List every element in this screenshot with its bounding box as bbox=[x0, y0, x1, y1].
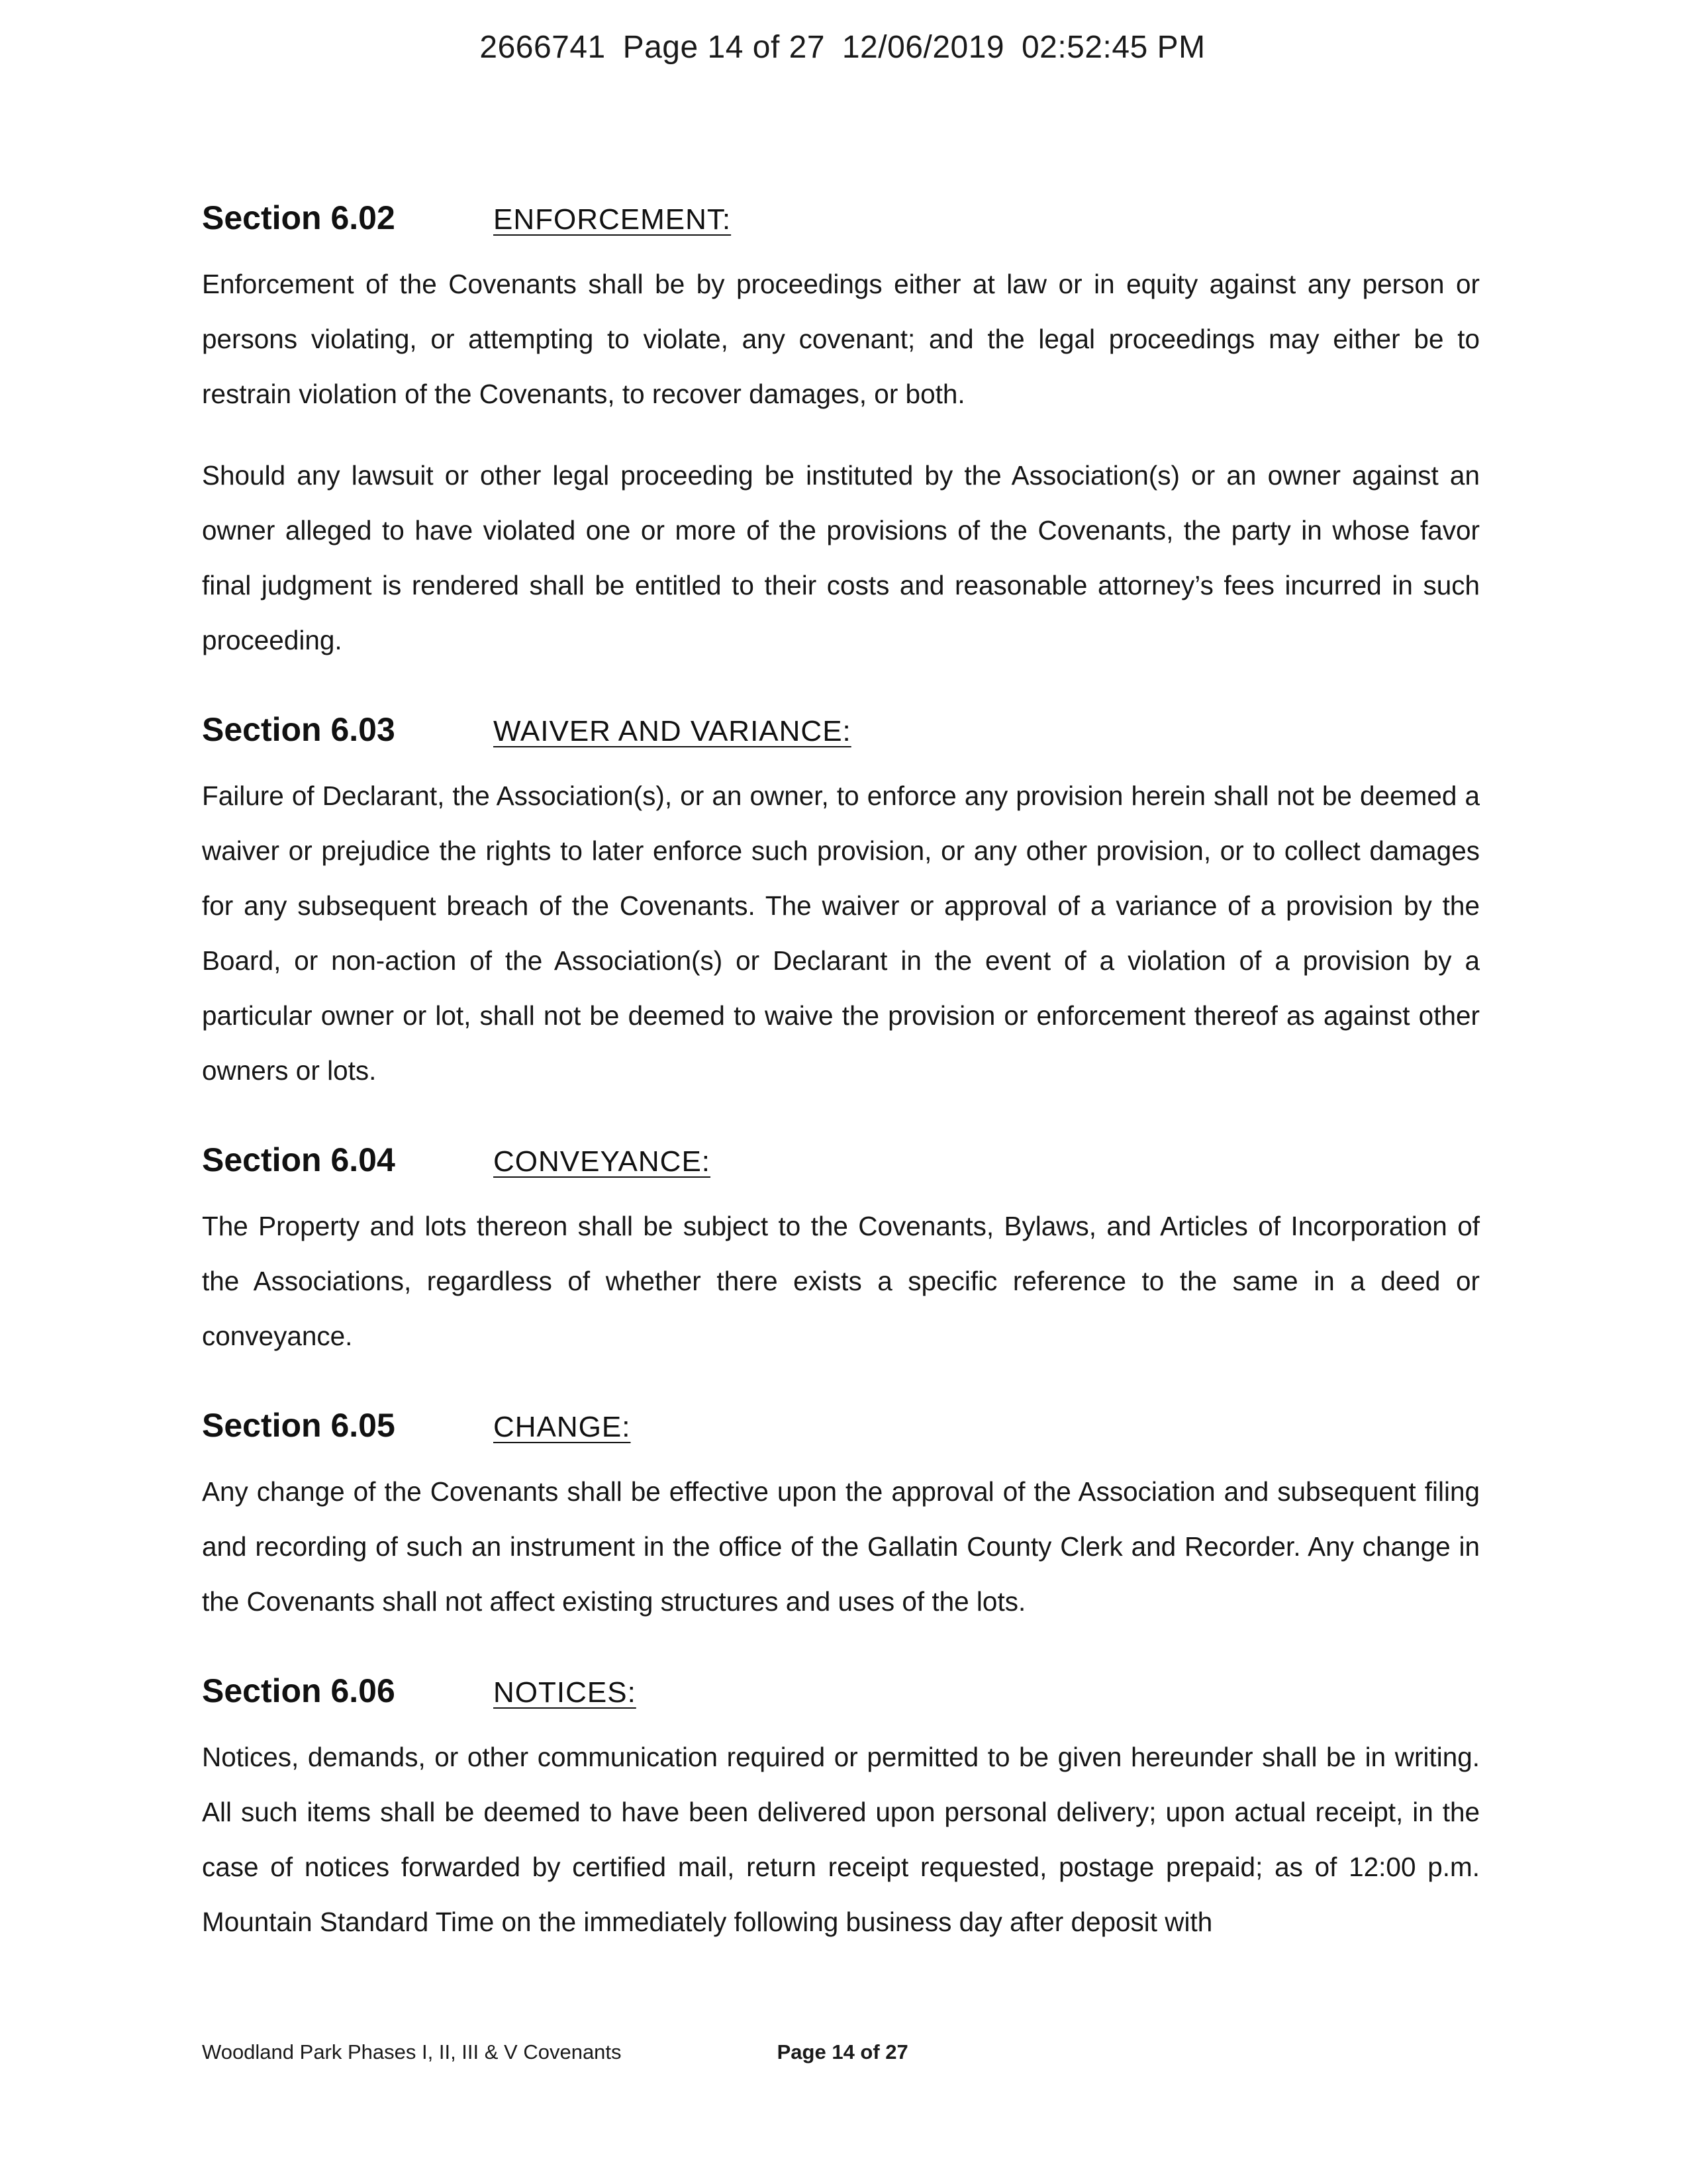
section-number: Section 6.06 bbox=[202, 1672, 395, 1709]
section-number: Section 6.02 bbox=[202, 199, 395, 236]
stamp-date: 12/06/2019 bbox=[842, 30, 1005, 65]
section-paragraph: Any change of the Covenants shall be effective upon the approval of the Association and subsequent filing and recording of such an instrument in the office of the Gallatin County Clerk and Recorder. Any change in the Covenants shall not affect existing structures and uses of the lots. bbox=[202, 1476, 1480, 1617]
section-paragraph: Failure of Declarant, the Association(s), or an owner, to enforce any provision herein shall not be deemed a waiver or prejudice the rights to later enforce such provision, or any other provision, or to collect damages for any subsequent breach of the Covenants. The waiver or approval of a variance of a provision by the Board, or non-action of the Association(s) or Declarant in the event of a violation of a provision by a particular owner or lot, shall not be deemed to waive the provision or enforcement thereof as against other owners or lots. bbox=[202, 781, 1480, 1086]
section-title: CHANGE: bbox=[493, 1411, 631, 1443]
section-heading bbox=[202, 1141, 1480, 1194]
document-body bbox=[202, 199, 1480, 1950]
section-6-06 bbox=[202, 1672, 1480, 1950]
footer-page-number: Page 14 of 27 bbox=[777, 2040, 908, 2064]
section-heading bbox=[202, 1406, 1480, 1459]
section-heading bbox=[202, 710, 1480, 763]
stamp-doc-number: 2666741 bbox=[479, 30, 606, 65]
stamp-time: 02:52:45 PM bbox=[1021, 30, 1206, 65]
section-heading bbox=[202, 199, 1480, 252]
section-title: NOTICES: bbox=[493, 1676, 636, 1709]
section-number: Section 6.05 bbox=[202, 1407, 395, 1444]
section-heading bbox=[202, 1672, 1480, 1725]
section-paragraph: Enforcement of the Covenants shall be by proceedings either at law or in equity against any person or persons violating, or attempting to violate, any covenant; and the legal proceedings may either be to restrain violation of the Covenants, to recover damages, or both. bbox=[202, 269, 1480, 409]
section-title: ENFORCEMENT: bbox=[493, 203, 732, 236]
page-footer bbox=[202, 2040, 908, 2064]
stamp-page: Page 14 of 27 bbox=[622, 30, 826, 65]
section-paragraph: The Property and lots thereon shall be subject to the Covenants, Bylaws, and Articles of Incorporation of the Associations, regardless of whether there exists a specific reference to the same in a deed or conveyance. bbox=[202, 1211, 1480, 1351]
section-paragraph: Notices, demands, or other communication required or permitted to be given hereunder shall be in writing. All such items shall be deemed to have been delivered upon personal delivery; upon actual receipt, in the case of notices forwarded by certified mail, return receipt requested, postage prepaid; as of 12:00 p.m. Mountain Standard Time on the immediately following business day after deposit with bbox=[202, 1742, 1480, 1937]
section-6-03 bbox=[202, 710, 1480, 1098]
section-6-04 bbox=[202, 1141, 1480, 1364]
section-title: WAIVER AND VARIANCE: bbox=[493, 715, 851, 747]
section-title: CONVEYANCE: bbox=[493, 1145, 711, 1178]
section-paragraph: Should any lawsuit or other legal proceeding be instituted by the Association(s) or an owner against an owner alleged to have violated one or more of the provisions of the Covenants, the party in whose favor final judgment is rendered shall be entitled to their costs and reasonable attorney’s fees incurred in such proceeding. bbox=[202, 460, 1480, 655]
section-number: Section 6.04 bbox=[202, 1141, 395, 1178]
recording-stamp bbox=[0, 29, 1685, 66]
section-6-05 bbox=[202, 1406, 1480, 1629]
footer-document-name: Woodland Park Phases I, II, III & V Covenants bbox=[202, 2040, 622, 2064]
section-6-02 bbox=[202, 199, 1480, 668]
section-number: Section 6.03 bbox=[202, 711, 395, 748]
